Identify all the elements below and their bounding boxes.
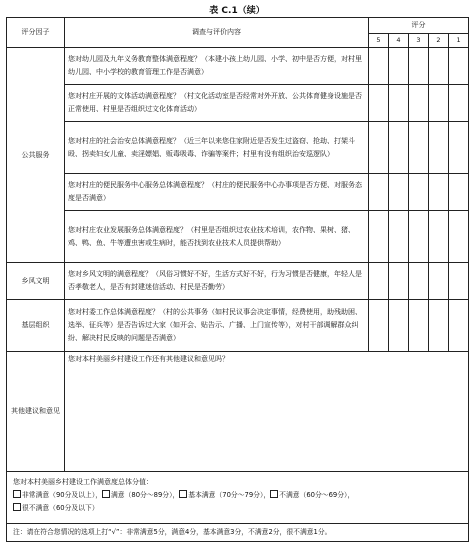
score-cell-4[interactable] [389,85,409,122]
header-factor: 评分因子 [7,18,65,48]
score-level-5: 5 [369,34,389,48]
overall-question: 您对本村美丽乡村建设工作满意度总体分值： [13,478,153,486]
score-cell-4[interactable] [389,300,409,352]
option-dissatisfied: 不满意（60分～69分）， [279,491,355,499]
score-cell-4[interactable] [389,48,409,85]
factor-other-suggestions: 其他建议和意见 [7,352,65,472]
survey-table [6,17,469,542]
score-cell-1[interactable] [449,211,469,263]
score-cell-4[interactable] [389,122,409,174]
survey-item: 您对村庄的便民服务中心服务总体满意程度？（村庄的便民服务中心办事项是否方便、对服务态度是否满意） [65,174,369,211]
score-cell-1[interactable] [449,48,469,85]
score-cell-4[interactable] [389,211,409,263]
score-cell-5[interactable] [369,211,389,263]
factor-grassroots-org: 基层组织 [7,300,65,352]
checkbox-very-satisfied[interactable] [13,490,21,498]
survey-item: 您对乡风文明的满意程度？（风俗习惯好不好，生活方式好不好，行为习惯是否健康，年轻人是否孝敬老人，是否有封建迷信活动、村民是否勤劳） [65,263,369,300]
score-cell-2[interactable] [429,48,449,85]
footnote: 注：请在符合您情况的选项上打“√”：非常满意5分，满意4分，基本满意3分，不满意2分，很不满意1分。 [7,524,469,542]
score-cell-5[interactable] [369,263,389,300]
other-suggestions-field[interactable] [65,352,469,472]
score-cell-3[interactable] [409,263,429,300]
factor-public-service: 公共服务 [7,48,65,263]
option-very-dissatisfied: 很不满意（60分及以下） [22,504,99,512]
score-cell-1[interactable] [449,122,469,174]
score-cell-5[interactable] [369,300,389,352]
checkbox-satisfied[interactable] [102,490,110,498]
score-cell-1[interactable] [449,174,469,211]
survey-item: 您对村庄的社会治安总体满意程度？（近三年以来您住家附近是否发生过盗窃、抢劫、打架斗殴、拐卖妇女儿童、卖淫嫖娼、贩毒吸毒、诈骗等案件；村里有没有组织治安巡逻队） [65,122,369,174]
score-cell-3[interactable] [409,300,429,352]
score-cell-4[interactable] [389,174,409,211]
score-cell-1[interactable] [449,263,469,300]
score-cell-1[interactable] [449,85,469,122]
survey-item: 您对幼儿园及九年义务教育整体满意程度？（本建小孩上幼儿园、小学、初中是否方便，对村里幼儿园、中小学校的教育管理工作是否满意） [65,48,369,85]
other-question: 您对本村美丽乡村建设工作还有其他建议和意见吗？ [68,355,229,363]
score-cell-5[interactable] [369,122,389,174]
overall-score-section [7,472,469,524]
score-cell-2[interactable] [429,263,449,300]
table-title: 表 C.1（续） [209,6,265,16]
option-very-satisfied: 非常满意（90分及以上）， [22,491,103,499]
score-level-1: 1 [449,34,469,48]
checkbox-dissatisfied[interactable] [270,490,278,498]
score-cell-3[interactable] [409,85,429,122]
score-cell-5[interactable] [369,85,389,122]
checkbox-basically-satisfied[interactable] [179,490,187,498]
header-content: 调查与评价内容 [65,18,369,48]
score-cell-3[interactable] [409,48,429,85]
score-cell-2[interactable] [429,122,449,174]
score-cell-3[interactable] [409,122,429,174]
checkbox-very-dissatisfied[interactable] [13,503,21,511]
option-satisfied: 满意（80分～89分）， [111,491,180,499]
survey-item: 您对村委工作总体满意程度？（村的公共事务（如村民议事会决定事情，经费使用，助残助困、选举、征兵等）是否告诉过大家（如开会、贴告示、广播、上门宣传等），对村干部调解群众纠纷、解决村民反映的问题是否满意） [65,300,369,352]
score-cell-5[interactable] [369,174,389,211]
score-cell-3[interactable] [409,174,429,211]
score-cell-1[interactable] [449,300,469,352]
score-level-3: 3 [409,34,429,48]
score-cell-3[interactable] [409,211,429,263]
score-cell-2[interactable] [429,211,449,263]
header-score: 评分 [369,18,469,34]
option-basically-satisfied: 基本满意（70分～79分）， [188,491,271,499]
factor-rural-civility: 乡风文明 [7,263,65,300]
score-level-4: 4 [389,34,409,48]
score-cell-2[interactable] [429,174,449,211]
score-cell-2[interactable] [429,85,449,122]
score-cell-5[interactable] [369,48,389,85]
score-cell-4[interactable] [389,263,409,300]
survey-item: 您对村庄开展的文体活动满意程度？（村文化活动室是否经常对外开放、公共体育健身设施是否正常使用、村里是否组织过文化体育活动） [65,85,369,122]
survey-item: 您对村庄农业发展服务总体满意程度？（村里是否组织过农业技术培训，农作物、果树、猪、鸡、鸭、鱼、牛等遭虫害或生病时，能否找到农业技术人员提供帮助） [65,211,369,263]
score-cell-2[interactable] [429,300,449,352]
score-level-2: 2 [429,34,449,48]
